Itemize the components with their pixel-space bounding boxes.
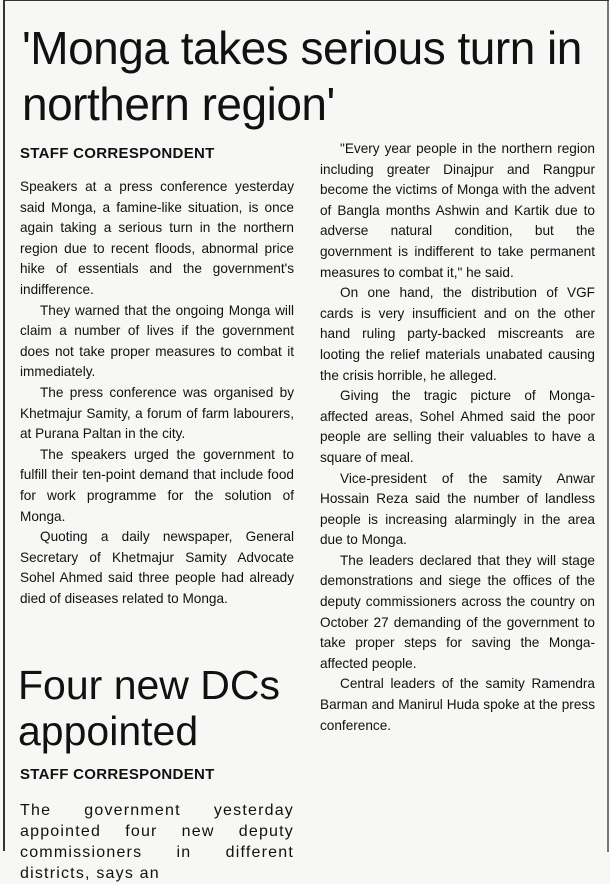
paragraph: They warned that the ongoing Monga will claim a number of lives if the government does not take proper measures to combat it immediately. [20, 302, 294, 380]
byline-article2: STAFF CORRESPONDENT [20, 766, 215, 783]
paragraph: The speakers urged the government to fulfill their ten-point demand that include food for work programme for the solution of Monga. [20, 446, 294, 524]
paragraph: Giving the tragic picture of Monga-affected areas, Sohel Ahmed said the poor people are selling their valuables to have a square of meal. [320, 388, 595, 465]
paragraph: Quoting a daily newspaper, General Secretary of Khetmajur Samity Advocate Sohel Ahmed said three people had already died of diseases related to Monga. [20, 529, 294, 606]
paragraph: Vice-president of the samity Anwar Hossain Reza said the number of landless people is increasing alarmingly in the area due to Monga. [320, 470, 595, 548]
column-rule [607, 1, 609, 852]
paragraph: Central leaders of the samity Ramendra Barman and Manirul Huda spoke at the press conference. [320, 676, 595, 733]
article1-right-column [320, 139, 595, 736]
article1-left-column [20, 177, 294, 609]
paragraph: "Every year people in the northern region including greater Dinajpur and Rangpur become the victims of Monga with the advent of Bangla months Ashwin and Kartik due to adverse natural condition, but the government is indifferent to take permanent measures to combat it," he said. [320, 141, 595, 280]
article2-column [20, 800, 294, 884]
headline-monga: 'Monga takes serious turn in northern region' [22, 22, 582, 130]
paragraph: Speakers at a press conference yesterday said Monga, a famine-like situation, is once again taking a serious turn in the northern region due to recent floods, abnormal price hike of essentials and the government's indifference. [20, 179, 294, 297]
paragraph: The press conference was organised by Khetmajur Samity, a forum of farm labourers, at Purana Paltan in the city. [20, 384, 294, 442]
headline-dcs: Four new DCs appointed [18, 662, 281, 754]
paragraph: The leaders declared that they will stage demonstrations and siege the offices of the deputy commissioners across the country on October 27 demanding of the government to take proper steps for saving the Monga-affected people. [320, 552, 595, 671]
paragraph: On one hand, the distribution of VGF cards is very insufficient and on the other hand ruling party-backed miscreants are looting the relief materials unabated causing the crisis horrible, he alleged. [320, 285, 595, 383]
byline-article1: STAFF CORRESPONDENT [20, 145, 215, 162]
paragraph: The government yesterday appointed four new deputy commissioners in different districts, says an [20, 802, 294, 882]
